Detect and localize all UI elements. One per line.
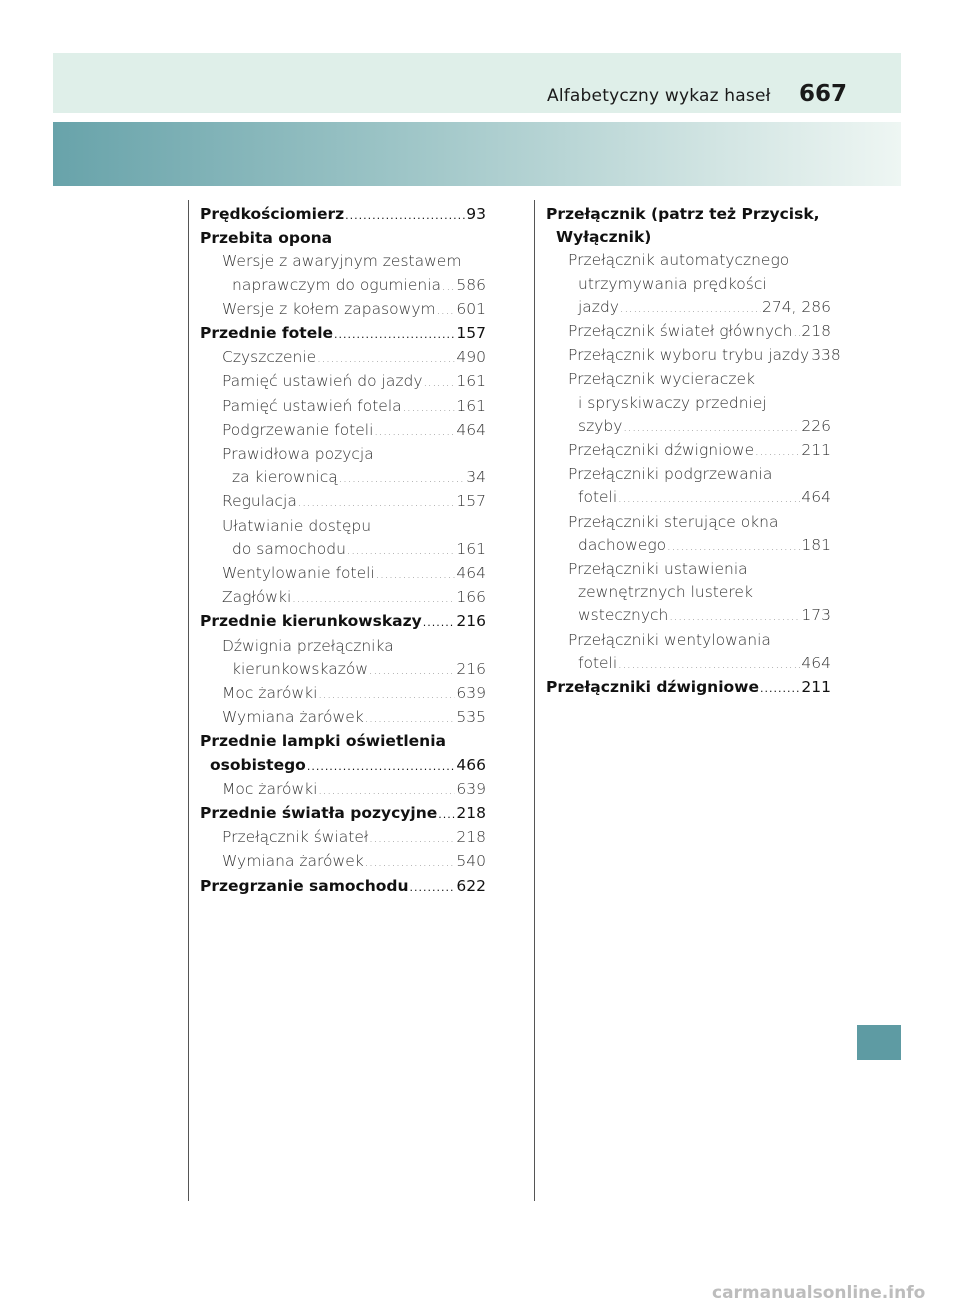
entry-page-number: 464 [801,653,831,672]
entry-page-number: 226 [801,416,831,435]
dot-leader [760,677,800,700]
index-subentry [546,249,831,320]
index-entry [546,203,831,249]
dot-leader [292,587,455,610]
entry-text: foteli [578,653,618,672]
entry-text: szyby [578,416,623,435]
index-subentry [546,629,831,676]
entry-text: foteli [578,488,618,507]
entry-text: Przegrzanie samochodu [200,876,409,895]
dot-leader [365,707,456,730]
entry-page-number: 586 [456,275,486,294]
dot-leader [376,563,456,586]
dot-leader [318,683,455,706]
index-entry [200,875,486,899]
entry-page-number: 93 [466,205,486,223]
entry-text: Przełączniki dźwigniowe [546,678,759,697]
entry-page-number: 490 [456,348,486,367]
index-subentry [200,515,486,562]
left-column-divider [188,200,189,1201]
entry-text: utrzymywania prędkości [578,274,767,293]
entry-page-number: 218 [456,804,486,823]
entry-text: jazdy [578,297,619,316]
entry-page-number: 601 [456,299,486,318]
entry-text: za kierownicą [232,468,338,487]
chapter-side-tab[interactable] [857,1025,901,1060]
page-number: 667 [799,81,848,107]
entry-text: Przednie lampki oświetlenia [200,732,446,751]
entry-text: Wyłącznik) [556,228,652,247]
entry-page-number: 161 [456,372,486,391]
entry-text: Regulacja [222,492,297,511]
middle-column-divider [534,200,535,1201]
dot-leader [347,539,456,562]
dot-leader [369,659,455,682]
entry-page-number: 639 [456,779,486,798]
entry-page-number: 166 [456,588,486,607]
dot-leader [623,416,800,439]
dot-leader [365,851,456,874]
entry-text: osobistego [210,755,306,774]
entry-text: zewnętrznych lusterek [578,583,753,602]
entry-page-number: 464 [456,420,486,439]
entry-page-number: 218 [801,322,831,341]
entry-text: Przełącznik (patrz też Przycisk, [546,205,820,223]
entry-text: Czyszczenie [222,348,317,367]
entry-page-number: 274, 286 [761,297,831,316]
entry-page-number: 535 [456,708,486,727]
entry-text: Przebita opona [200,229,333,248]
dot-leader [669,605,800,628]
page-title: Alfabetyczny wykaz haseł [547,86,771,106]
index-subentry [200,298,486,322]
entry-text: Zagłówki [222,588,292,607]
entry-page-number: 161 [456,539,486,558]
dot-leader [345,204,465,227]
dot-leader [618,487,800,510]
dot-leader [339,467,466,490]
dot-leader [298,491,456,514]
entry-page-number: 216 [456,612,486,631]
index-subentry [546,368,831,439]
dot-leader [667,535,800,558]
dot-leader [374,420,455,443]
entry-page-number: 161 [456,396,486,415]
index-subentry [200,395,486,419]
dot-leader [442,275,455,298]
entry-page-number: 157 [456,492,486,511]
dot-leader [424,371,456,394]
entry-page-number: 211 [801,678,831,697]
index-subentry [546,511,831,558]
entry-text: Pamięć ustawień do jazdy [222,372,423,391]
index-entry [200,203,486,227]
index-entry [200,730,486,777]
entry-page-number: 464 [801,488,831,507]
entry-text: dachowego [578,535,667,554]
entry-text: Przełączniki sterujące okna [568,512,779,531]
dot-leader [438,803,455,826]
entry-page-number: 157 [456,324,486,343]
entry-text: Przełączniki ustawienia [568,560,748,579]
entry-text: Przełączniki dźwigniowe [568,441,755,460]
index-subentry [200,778,486,802]
entry-text: wstecznych [578,606,669,625]
entry-text: Moc żarówki [222,779,318,798]
entry-text: Przełączniki podgrzewania [568,465,773,484]
dot-leader [318,779,455,802]
entry-page-number: 540 [456,852,486,871]
entry-text: Wersje z kołem zapasowym [222,299,436,318]
index-subentry [200,850,486,874]
index-subentry [200,562,486,586]
index-subentry [546,320,831,344]
dot-leader [793,321,800,344]
index-subentry [200,706,486,730]
dot-leader [423,611,456,634]
index-subentry [200,346,486,370]
header-bar [53,53,901,113]
entry-text: kierunkowskazów [232,659,368,678]
index-subentry [200,250,486,297]
entry-page-number: 216 [456,659,486,678]
entry-page-number: 466 [456,755,486,774]
dot-leader [369,827,455,850]
header-gradient-band [53,122,901,186]
index-entry [200,322,486,346]
dot-leader [620,297,761,320]
entry-page-number: 34 [466,468,486,487]
entry-text: Wymiana żarówek [222,852,364,871]
entry-text: Przełączniki wentylowania [568,630,771,649]
entry-text: Przełącznik wycieraczek [568,370,755,389]
entry-text: Przednie światła pozycyjne [200,804,438,823]
entry-text: i spryskiwaczy przedniej [578,393,767,412]
entry-page-number: 622 [456,876,486,895]
index-subentry [200,443,486,490]
entry-text: do samochodu [232,539,346,558]
index-subentry [546,558,831,629]
entry-text: Wersje z awaryjnym zestawem [222,252,462,271]
entry-text: Wentylowanie foteli [222,564,375,583]
entry-text: Ułatwianie dostępu [222,516,372,535]
entry-text: Podgrzewanie foteli [222,420,374,439]
entry-text: Przednie kierunkowskazy [200,612,422,631]
entry-text: Przełącznik świateł głównych [568,322,793,341]
index-entry [200,227,486,250]
index-subentry [200,370,486,394]
dot-leader [755,440,800,463]
entry-text: Prędkościomierz [200,205,345,223]
entry-page-number: 338 [811,346,841,365]
index-subentry [200,635,486,682]
entry-text: Przełącznik świateł [222,828,369,847]
entry-page-number: 173 [801,606,831,625]
footer-watermark: carmanualsonline.info [712,1283,926,1303]
dot-leader [618,653,800,676]
index-subentry [546,463,831,510]
dot-leader [410,876,456,899]
entry-page-number: 181 [801,535,831,554]
entry-page-number: 464 [456,564,486,583]
entry-text: Dźwignia przełącznika [222,636,394,655]
index-subentry [200,682,486,706]
index-entry [546,676,831,700]
entry-text: Przełącznik automatycznego [568,251,790,270]
index-subentry [200,586,486,610]
dot-leader [334,323,455,346]
dot-leader [307,755,456,778]
index-column-right [546,203,841,700]
index-subentry [200,419,486,443]
index-subentry [546,439,831,463]
entry-text: Przełącznik wyboru trybu jazdy [568,346,810,365]
index-subentry [200,490,486,514]
entry-text: Pamięć ustawień fotela [222,396,402,415]
dot-leader [437,299,456,322]
entry-text: naprawczym do ogumienia [232,275,441,294]
entry-text: Moc żarówki [222,684,318,703]
entry-page-number: 639 [456,684,486,703]
index-entry [200,610,486,634]
entry-text: Prawidłowa pozycja [222,445,374,464]
index-subentry [546,344,841,368]
index-entry [200,802,486,826]
entry-text: Wymiana żarówek [222,708,364,727]
dot-leader [403,396,456,419]
entry-text: Przednie fotele [200,324,334,343]
entry-page-number: 218 [456,828,486,847]
index-subentry [200,826,486,850]
entry-page-number: 211 [801,441,831,460]
index-column-left [200,203,486,899]
dot-leader [317,347,455,370]
